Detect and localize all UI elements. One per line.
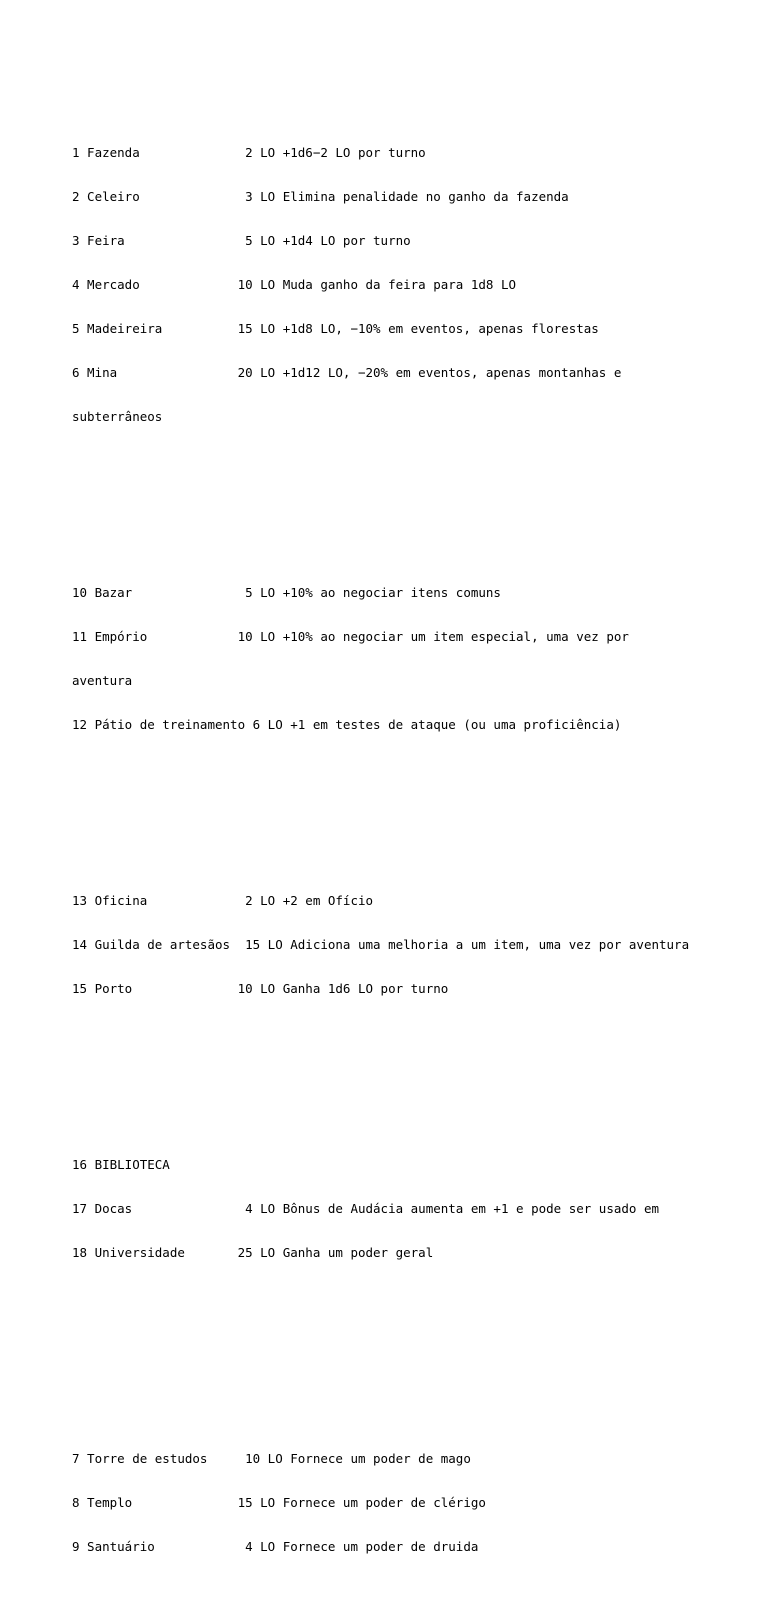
text-line: 16 BIBLIOTECA [72,1156,170,1172]
text-line: 10 Bazar 5 LO +10% ao negociar itens comuns [72,584,501,600]
buildings-block-production [72,116,712,454]
spacer [72,498,712,512]
text-line: 7 Torre de estudos 10 LO Fornece um poder de mago [72,1450,471,1466]
text-line: 17 Docas 4 LO Bônus de Audácia aumenta em +1 e pode ser usado em [72,1200,659,1216]
text-line: 14 Guilda de artesãos 15 LO Adiciona uma melhoria a um item, uma vez por aventura [72,936,690,952]
document-page [72,72,712,1613]
text-line: subterrâneos [72,409,163,425]
text-line: 9 Santuário 4 LO Fornece um poder de druida [72,1538,479,1554]
text-line: 12 Pátio de treinamento 6 LO +1 em testes de ataque (ou uma proficiência) [72,717,622,733]
text-line: 6 Mina 20 LO +1d12 LO, −20% em eventos, apenas montanhas e [72,364,622,380]
text-line: 15 Porto 10 LO Ganha 1d6 LO por turno [72,980,449,996]
spacer [72,806,712,820]
text-line: 11 Empório 10 LO +10% ao negociar um item especial, uma vez por [72,628,629,644]
text-line: 8 Templo 15 LO Fornece um poder de clérigo [72,1494,486,1510]
buildings-block-knowledge [72,1128,712,1290]
text-line: 5 Madeireira 15 LO +1d8 LO, −10% em eventos, apenas florestas [72,320,599,336]
text-line: 1 Fazenda 2 LO +1d6−2 LO por turno [72,144,426,160]
text-line: 18 Universidade 25 LO Ganha um poder geral [72,1244,434,1260]
text-line: 13 Oficina 2 LO +2 em Ofício [72,892,374,908]
buildings-block-commerce [72,556,712,762]
text-line: 2 Celeiro 3 LO Elimina penalidade no ganho da fazenda [72,188,569,204]
spacer [72,1334,712,1378]
text-line: 3 Feira 5 LO +1d4 LO por turno [72,232,411,248]
text-line: 4 Mercado 10 LO Muda ganho da feira para 1d8 LO [72,276,517,292]
buildings-block-religious [72,1422,712,1584]
spacer [72,1070,712,1084]
buildings-block-crafts [72,864,712,1026]
text-line: aventura [72,672,133,688]
